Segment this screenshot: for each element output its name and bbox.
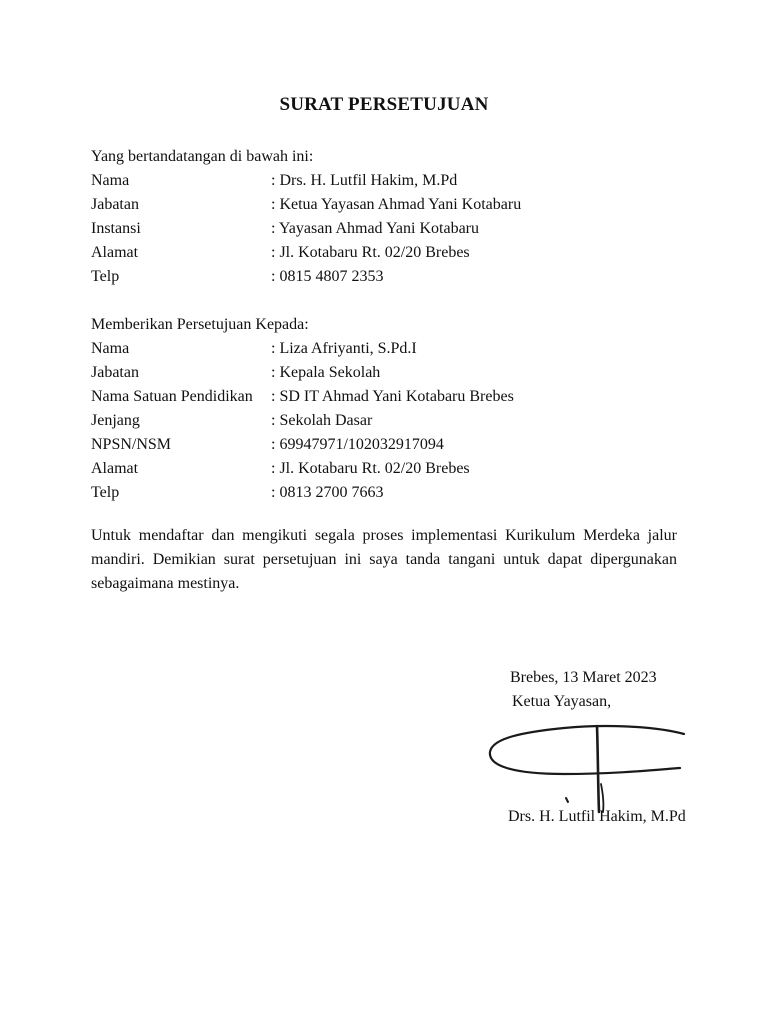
document-title: SURAT PERSETUJUAN xyxy=(279,94,489,115)
row-label: Telp xyxy=(91,484,120,501)
row-label: Telp xyxy=(91,268,120,285)
recipient-school-row xyxy=(91,385,514,409)
row-value: : Drs. H. Lutfil Hakim, M.Pd xyxy=(271,172,458,189)
recipient-position-row xyxy=(91,361,514,385)
recipient-info-heading xyxy=(91,313,514,337)
body-paragraph: Untuk mendaftar dan mengikuti segala proses implementasi Kurikulum Merdeka jalur mandiri. Demikian surat persetujuan ini saya tanda tangani untuk dapat dipergunakan sebagaimana mestinya. xyxy=(91,527,677,592)
row-value: : Jl. Kotabaru Rt. 02/20 Brebes xyxy=(271,244,470,261)
row-label: Nama xyxy=(91,172,130,189)
row-value: : 0813 2700 7663 xyxy=(271,484,384,501)
row-value: : SD IT Ahmad Yani Kotabaru Brebes xyxy=(271,388,514,405)
signer-info-block xyxy=(91,145,521,289)
heading-text: Yang bertandatangan di bawah ini: xyxy=(91,148,314,165)
signer-position-row xyxy=(91,193,521,217)
recipient-npsn-row xyxy=(91,433,514,457)
row-value: : 0815 4807 2353 xyxy=(271,268,384,285)
row-label: Alamat xyxy=(91,460,139,477)
signer-address-row xyxy=(91,241,521,265)
signer-name-row xyxy=(91,169,521,193)
signer-info-heading xyxy=(91,145,521,169)
recipient-name-row xyxy=(91,337,514,361)
row-label: NPSN/NSM xyxy=(91,436,172,453)
recipient-address-row xyxy=(91,457,514,481)
row-label: Jabatan xyxy=(91,364,139,381)
handwritten-signature xyxy=(484,716,688,816)
row-value: : Jl. Kotabaru Rt. 02/20 Brebes xyxy=(271,460,470,477)
row-label: Instansi xyxy=(91,220,141,237)
recipient-info-block xyxy=(91,313,514,505)
row-label: Nama Satuan Pendidikan xyxy=(91,388,253,405)
recipient-level-row xyxy=(91,409,514,433)
row-label: Jenjang xyxy=(91,412,140,429)
row-label: Alamat xyxy=(91,244,139,261)
row-label: Nama xyxy=(91,340,130,357)
signer-institution-row xyxy=(91,217,521,241)
place-date: Brebes, 13 Maret 2023 xyxy=(510,669,657,686)
row-label: Jabatan xyxy=(91,196,139,213)
heading-text: Memberikan Persetujuan Kepada: xyxy=(91,316,309,333)
signer-name: Drs. H. Lutfil Hakim, M.Pd xyxy=(508,808,686,825)
signer-phone-row xyxy=(91,265,521,289)
row-value: : Liza Afriyanti, S.Pd.I xyxy=(271,340,417,357)
signer-role: Ketua Yayasan, xyxy=(512,693,612,710)
recipient-phone-row xyxy=(91,481,514,505)
row-value: : Yayasan Ahmad Yani Kotabaru xyxy=(271,220,479,237)
row-value: : Kepala Sekolah xyxy=(271,364,381,381)
row-value: : Ketua Yayasan Ahmad Yani Kotabaru xyxy=(271,196,522,213)
row-value: : Sekolah Dasar xyxy=(271,412,373,429)
row-value: : 69947971/102032917094 xyxy=(271,436,444,453)
